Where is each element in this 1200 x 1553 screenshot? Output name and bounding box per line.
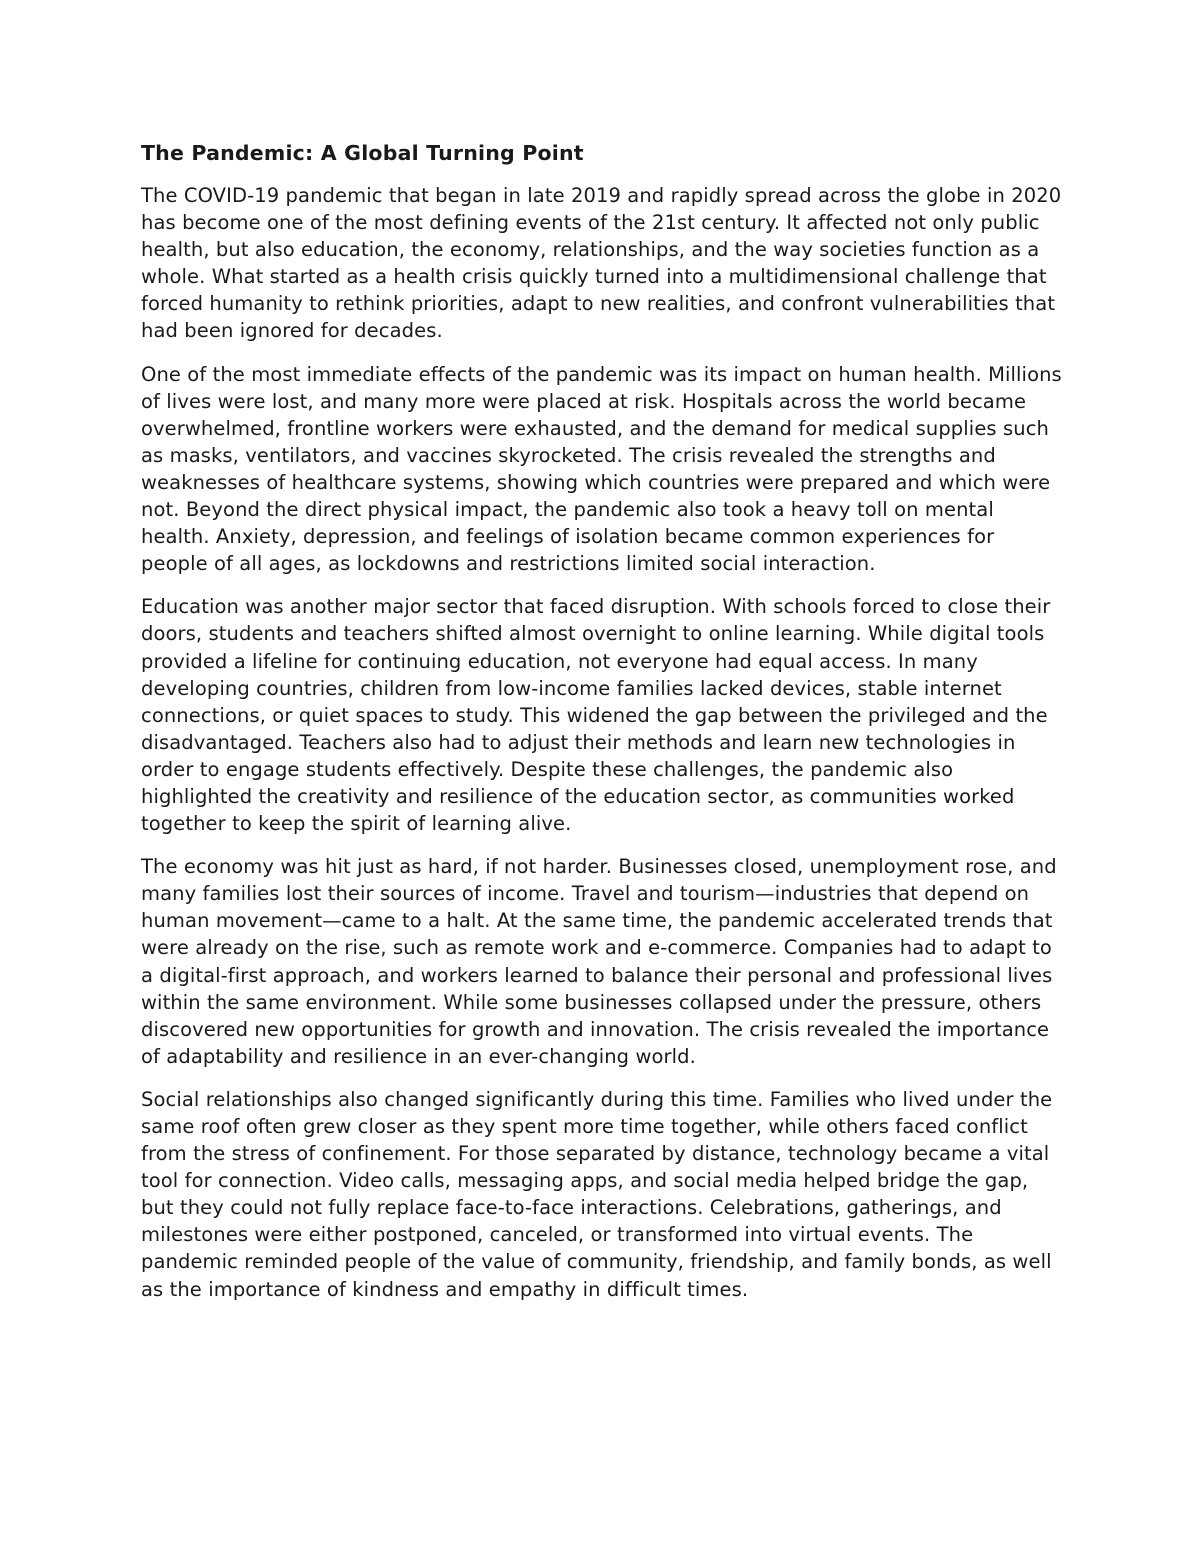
paragraph-health: One of the most immediate effects of the pandemic was its impact on human health. Millions of lives were lost, and many more were placed at risk. Hospitals across the world became overwhelmed, frontline workers were exhausted, and the demand for medical supplies such as masks, ventilators, and vaccines skyrocketed. The crisis revealed the strengths and weaknesses of healthcare systems, showing which countries were prepared and which were not. Beyond the direct physical impact, the pandemic also took a heavy toll on mental health. Anxiety, depression, and feelings of isolation became common experiences for people of all ages, as lockdowns and restrictions limited social interaction.	[141, 362, 1062, 576]
document-title: The Pandemic: A Global Turning Point	[141, 141, 584, 165]
paragraph-economy: The economy was hit just as hard, if not harder. Businesses closed, unemployment rose, and many families lost their sources of income. Travel and tourism—industries that depend on human movement—came to a halt. At the same time, the pandemic accelerated trends that were already on the rise, such as remote work and e-commerce. Companies had to adapt to a digital-first approach, and workers learned to balance their personal and professional lives within the same environment. While some businesses collapsed under the pressure, others discovered new opportunities for growth and innovation. The crisis revealed the importance of adaptability and resilience in an ever-changing world.	[141, 855, 1057, 1068]
paragraph-introduction: The COVID-19 pandemic that began in late 2019 and rapidly spread across the globe in 2020 has become one of the most defining events of the 21st century. It affected not only public health, but also education, the economy, relationships, and the way societies function as a whole. What started as a health crisis quickly turned into a multidimensional challenge that forced humanity to rethink priorities, adapt to new realities, and confront vulnerabilities that had been ignored for decades.	[141, 184, 1062, 343]
paragraph-education: Education was another major sector that faced disruption. With schools forced to close their doors, students and teachers shifted almost overnight to online learning. While digital tools provided a lifeline for continuing education, not everyone had equal access. In many developing countries, children from low-income families lacked devices, stable internet connections, or quiet spaces to study. This widened the gap between the privileged and the disadvantaged. Teachers also had to adjust their methods and learn new technologies in order to engage students effectively. Despite these challenges, the pandemic also highlighted the creativity and resilience of the education sector, as communities worked together to keep the spirit of learning alive.	[141, 595, 1051, 836]
paragraph-social-relationships: Social relationships also changed significantly during this time. Families who lived under the same roof often grew closer as they spent more time together, while others faced conflict from the stress of confinement. For those separated by distance, technology became a vital tool for connection. Video calls, messaging apps, and social media helped bridge the gap, but they could not fully replace face-to-face interactions. Celebrations, gatherings, and milestones were either postponed, canceled, or transformed into virtual events. The pandemic reminded people of the value of community, friendship, and family bonds, as well as the importance of kindness and empathy in difficult times.	[141, 1087, 1053, 1301]
document-body	[141, 138, 1066, 1319]
